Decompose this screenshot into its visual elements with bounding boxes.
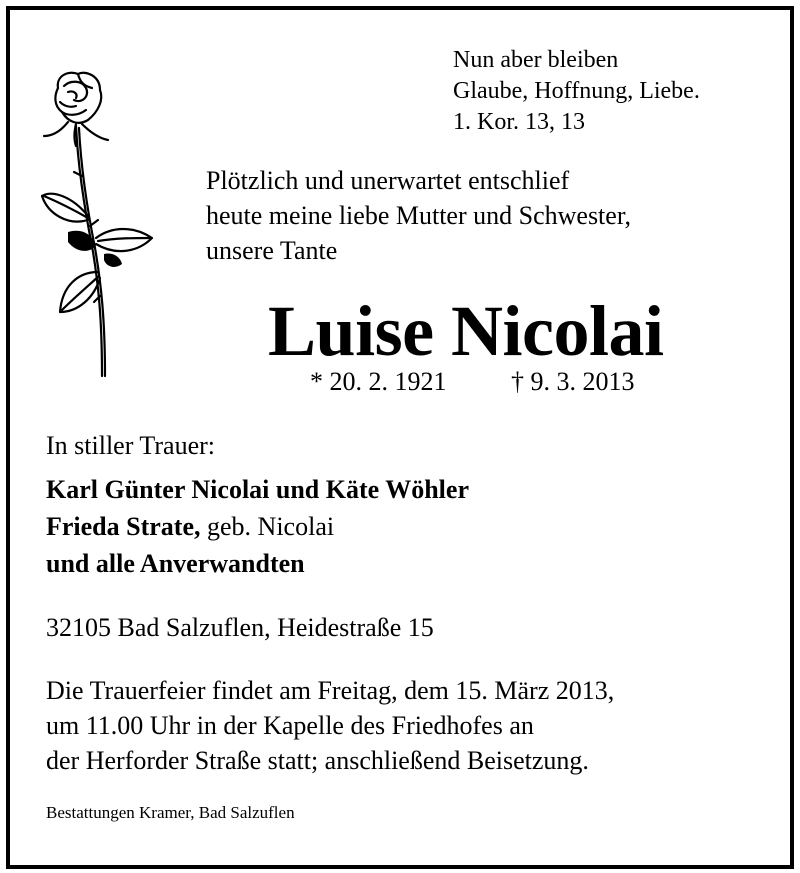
undertaker: Bestattungen Kramer, Bad Salzuflen	[46, 803, 295, 822]
verse-line-1: Nun aber bleiben	[453, 47, 619, 73]
intro-line-3: unsere Tante	[206, 236, 338, 265]
verse-reference: 1. Kor. 13, 13	[453, 109, 585, 135]
address: 32105 Bad Salzuflen, Heidestraße 15	[46, 613, 434, 642]
rose-icon	[38, 66, 163, 384]
birth-date: * 20. 2. 1921	[310, 367, 447, 396]
mourner-line-3: und alle Anverwandten	[46, 549, 305, 578]
verse-line-2: Glaube, Hoffnung, Liebe.	[453, 78, 700, 104]
deceased-name: Luise Nicolai	[268, 291, 664, 371]
mourners-heading: In stiller Trauer:	[46, 431, 215, 460]
mourner-line-2	[46, 512, 334, 542]
intro-line-1: Plötzlich und unerwartet entschlief	[206, 166, 570, 195]
funeral-line-3: der Herforder Straße statt; anschließend Beisetzung.	[46, 746, 589, 775]
death-date: † 9. 3. 2013	[511, 367, 635, 396]
mourner-name-bold: Frieda Strate,	[46, 512, 201, 541]
mourner-line-1: Karl Günter Nicolai und Käte Wöhler	[46, 475, 469, 504]
mourner-name-suffix: geb. Nicolai	[200, 512, 335, 541]
funeral-line-2: um 11.00 Uhr in der Kapelle des Friedhofes an	[46, 711, 534, 740]
intro-line-2: heute meine liebe Mutter und Schwester,	[206, 201, 631, 230]
funeral-line-1: Die Trauerfeier findet am Freitag, dem 15. März 2013,	[46, 676, 615, 705]
